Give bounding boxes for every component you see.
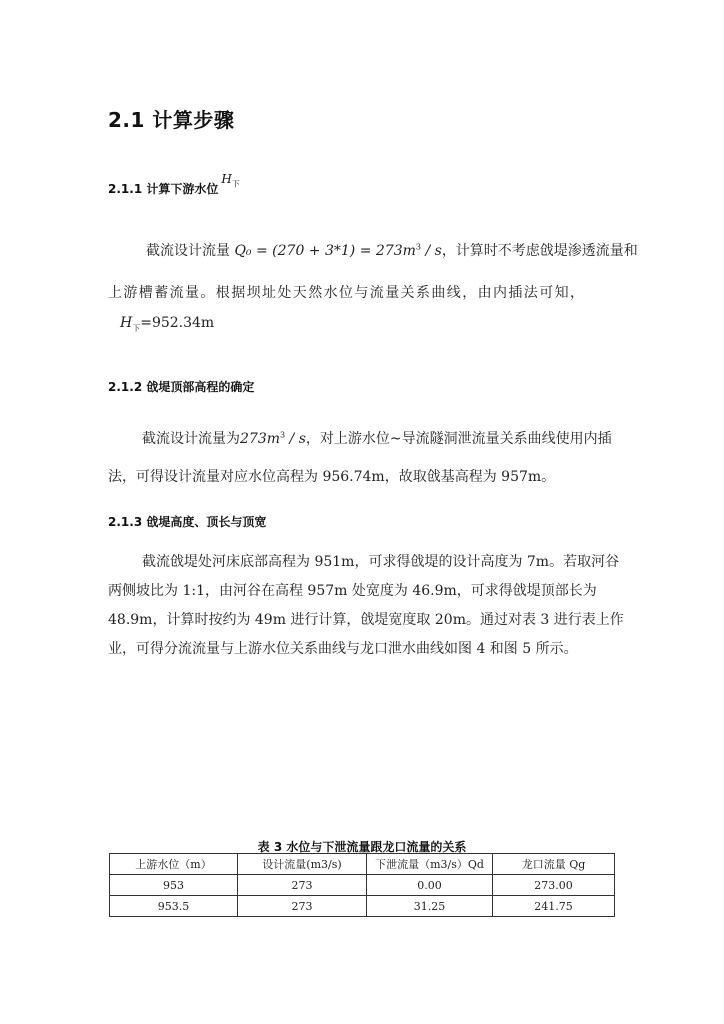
column-header: 上游水位（m） xyxy=(110,854,238,875)
table-header-row xyxy=(110,854,615,875)
table-cell: 241.75 xyxy=(493,896,615,917)
paragraph-2-1-3-line-1: 截流戗堤处河床底部高程为 951m，可求得戗堤的设计高度为 7m。若取河谷 xyxy=(142,554,620,570)
paragraph-2-1-1-line-2: 上游槽蓄流量。根据坝址处天然水位与流量关系曲线，由内插法可知， xyxy=(108,285,586,301)
section-title: 2.1 计算步骤 xyxy=(108,108,235,132)
paragraph-2-1-3-line-3: 48.9m，计算时按约为 49m 进行计算，戗堤宽度取 20m。通过对表 3 进行表上作 xyxy=(108,612,624,628)
table-row xyxy=(110,875,615,896)
table-row xyxy=(110,896,615,917)
paragraph-2-1-1-line-1: 截流设计流量 $Q_0 = (270 + 3*1) = 273m^3 / s$，计算时不考虑戗堤渗透流量和 xyxy=(146,242,638,259)
subsection-heading-2-1-3: 2.1.3 戗堤高度、顶长与顶宽 xyxy=(108,515,267,529)
paragraph-2-1-3-line-4: 业，可得分流流量与上游水位关系曲线与龙口泄水曲线如图 4 和图 5 所示。 xyxy=(108,641,578,657)
table-cell: 273 xyxy=(238,896,367,917)
subsection-heading-2-1-1 xyxy=(108,172,240,199)
heading-text: 2.1.1 计算下游水位 xyxy=(108,182,219,196)
flow-formula: $Q_0 = (270 + 3*1) = 273m^3 / s$ xyxy=(234,242,442,259)
table-cell: 273 xyxy=(238,875,367,896)
column-header: 龙口流量 Qg xyxy=(493,854,615,875)
column-header: 设计流量(m3/s) xyxy=(238,854,367,875)
h-symbol: $H_下$ xyxy=(221,172,240,189)
table-cell: 31.25 xyxy=(367,896,493,917)
column-header: 下泄流量（m3/s）Qd xyxy=(367,854,493,875)
table-cell: 273.00 xyxy=(493,875,615,896)
table-caption: 表 3 水位与下泄流量跟龙口流量的关系 xyxy=(257,840,467,854)
data-table xyxy=(109,853,615,917)
paragraph-2-1-3-line-2: 两侧坡比为 1:1，由河谷在高程 957m 处宽度为 46.9m，可求得戗堤顶部长为 xyxy=(108,583,597,599)
table-cell: 953 xyxy=(110,875,238,896)
table-cell: 0.00 xyxy=(367,875,493,896)
subsection-heading-2-1-2: 2.1.2 戗堤顶部高程的确定 xyxy=(108,380,255,394)
paragraph-2-1-2-line-2: 法，可得设计流量对应水位高程为 956.74m，故取戗基高程为 957m。 xyxy=(108,469,556,485)
paragraph-2-1-2-line-1: 截流设计流量为$273m^3$ / s，对上游水位~导流隧洞泄流量关系曲线使用内插 xyxy=(142,430,612,447)
table-cell: 953.5 xyxy=(110,896,238,917)
paragraph-2-1-1-line-3: $H_下=952.34m$ xyxy=(120,315,215,333)
